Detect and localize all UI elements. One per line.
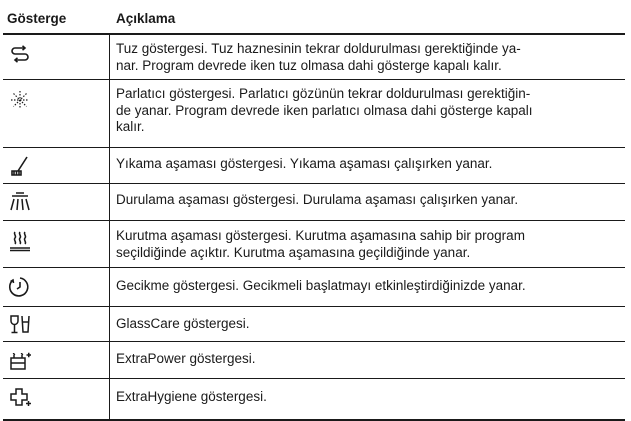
row-description: Kurutma aşaması göstergesi. Kurutma aşamasına sahip bir program seçildiğinde açıktır. Kurutma aşamasına geçildiğinde yanar. bbox=[116, 228, 525, 260]
table-row bbox=[3, 342, 625, 379]
row-description: Yıkama aşaması göstergesi. Yıkama aşaması çalışırken yanar. bbox=[116, 156, 493, 171]
row-description: GlassCare göstergesi. bbox=[116, 316, 250, 331]
row-description: Parlatıcı göstergesi. Parlatıcı gözünün tekrar doldurulması gerektiğin- de yanar. Program devrede iken parlatıcı olmasa dahi gösterge kapalı kalır. bbox=[116, 86, 533, 134]
glasscare-icon bbox=[8, 313, 32, 337]
salt-indicator-icon bbox=[8, 43, 32, 67]
row-description: ExtraHygiene göstergesi. bbox=[116, 389, 267, 404]
table-row bbox=[3, 379, 625, 419]
extrahygiene-icon bbox=[8, 386, 32, 410]
table-row bbox=[3, 184, 625, 221]
rinse-phase-icon bbox=[8, 190, 32, 214]
table-row bbox=[3, 148, 625, 184]
row-description: ExtraPower göstergesi. bbox=[116, 351, 256, 366]
table-row bbox=[3, 307, 625, 342]
extrapower-icon bbox=[8, 349, 32, 373]
table-row bbox=[3, 80, 625, 148]
table-row bbox=[3, 268, 625, 307]
table-header bbox=[3, 3, 625, 33]
delay-clock-icon bbox=[8, 275, 32, 299]
row-description: Gecikme göstergesi. Gecikmeli başlatmayı etkinleştirdiğinizde yanar. bbox=[116, 278, 526, 293]
header-description: Açıklama bbox=[116, 11, 176, 26]
table-row bbox=[3, 221, 625, 268]
rinse-aid-indicator-icon bbox=[8, 88, 32, 112]
table-row bbox=[3, 35, 625, 80]
row-description: Durulama aşaması göstergesi. Durulama aşaması çalışırken yanar. bbox=[116, 192, 519, 207]
header-indicator: Gösterge bbox=[7, 11, 67, 26]
row-description: Tuz göstergesi. Tuz haznesinin tekrar doldurulması gerektiğinde ya- nar. Program devrede iken tuz olmasa dahi gösterge kapalı kalır. bbox=[116, 41, 521, 73]
drying-phase-icon bbox=[8, 229, 32, 253]
wash-phase-icon bbox=[8, 154, 32, 178]
